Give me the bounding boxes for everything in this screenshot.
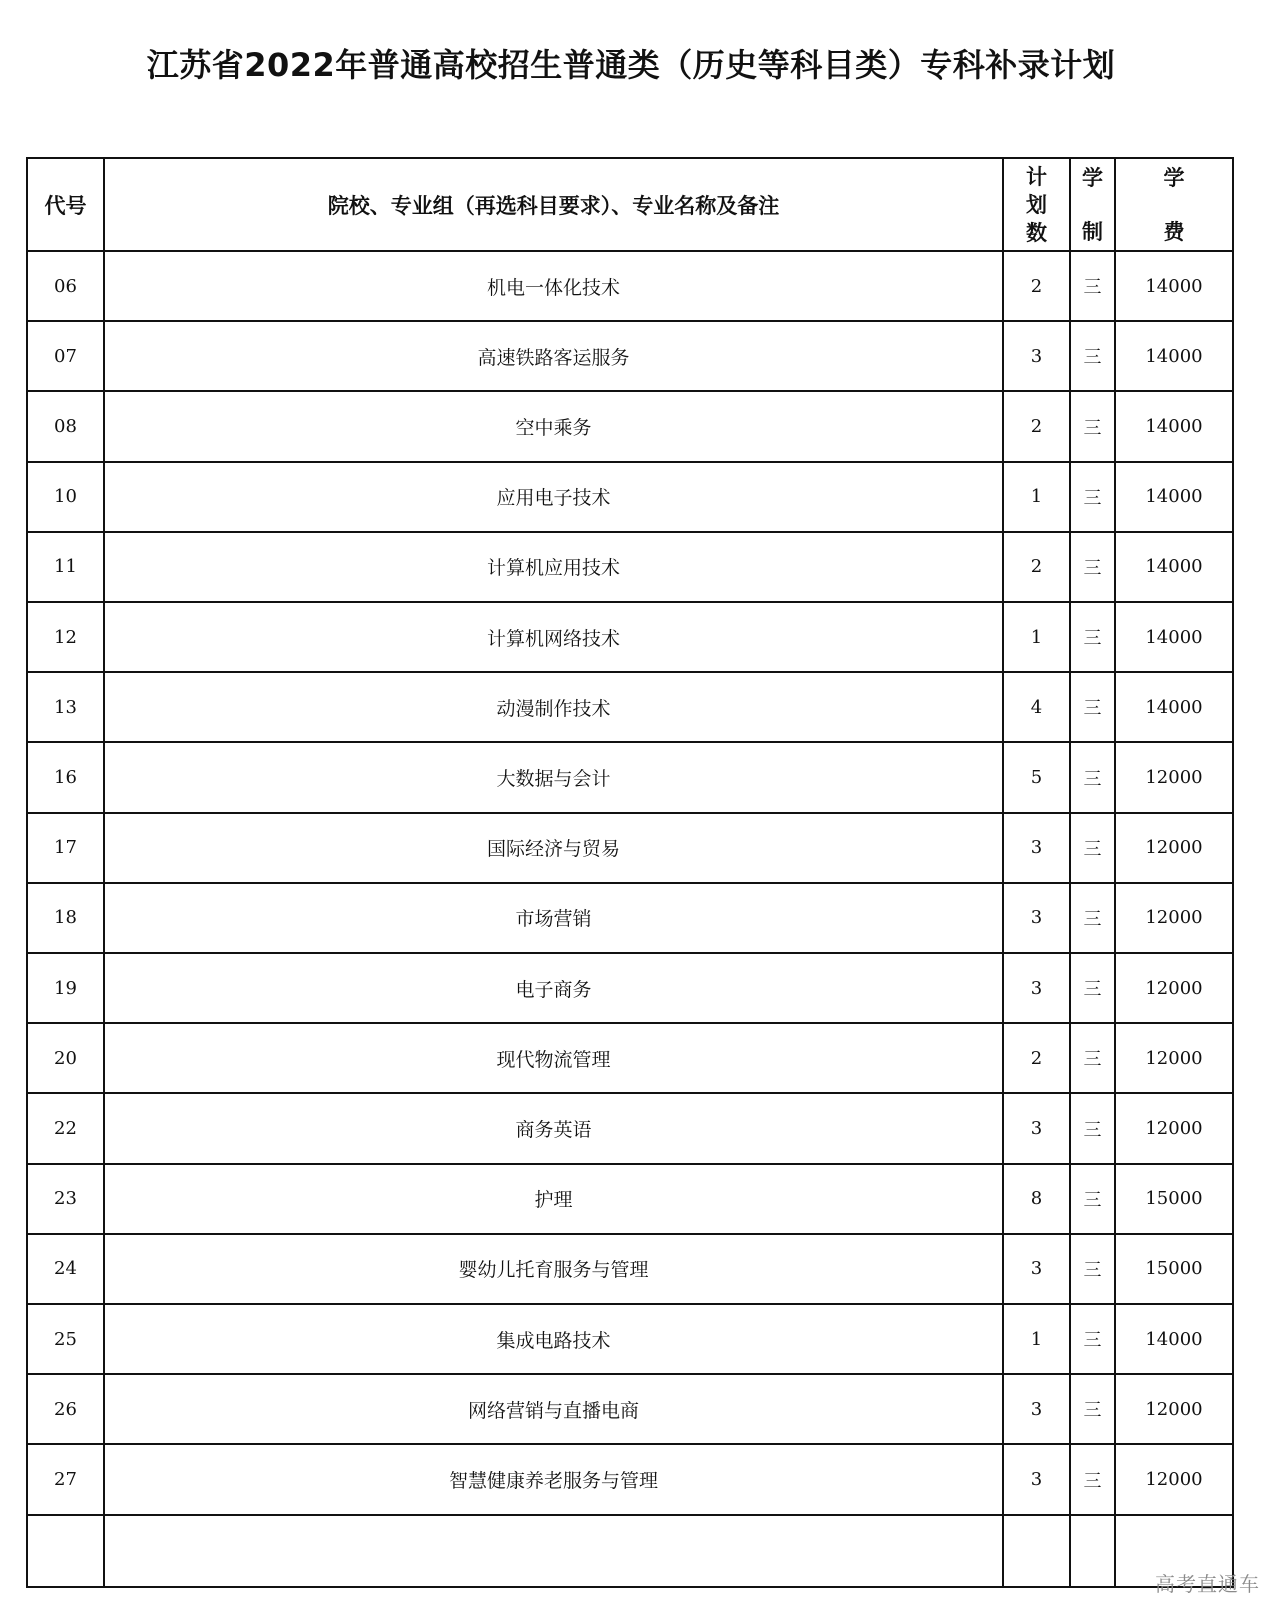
plan-count-cell: 1: [1003, 462, 1070, 532]
table-row: [27, 532, 1233, 602]
table-row: [27, 1093, 1233, 1163]
plan-count-cell: 3: [1003, 1444, 1070, 1514]
code-cell: 23: [27, 1164, 104, 1234]
duration-cell: 三: [1070, 1374, 1115, 1444]
major-name-cell: 电子商务: [104, 953, 1003, 1023]
plan-count-cell: 2: [1003, 391, 1070, 461]
table-row: [27, 742, 1233, 812]
major-name-cell: 应用电子技术: [104, 462, 1003, 532]
tuition-cell: 12000: [1115, 1374, 1233, 1444]
duration-cell: 三: [1070, 251, 1115, 321]
major-name-cell: 动漫制作技术: [104, 672, 1003, 742]
table-row: [27, 813, 1233, 883]
major-name-cell: 空中乘务: [104, 391, 1003, 461]
major-name-cell: 现代物流管理: [104, 1023, 1003, 1093]
table-header-row: [27, 158, 1233, 251]
tuition-cell: 14000: [1115, 1304, 1233, 1374]
major-name-cell: 集成电路技术: [104, 1304, 1003, 1374]
header-name: 院校、专业组（再选科目要求）、专业名称及备注: [104, 158, 1003, 251]
duration-cell: 三: [1070, 391, 1115, 461]
major-name-cell: 计算机网络技术: [104, 602, 1003, 672]
code-cell: 07: [27, 321, 104, 391]
duration-cell: 三: [1070, 602, 1115, 672]
page-title: 江苏省2022年普通高校招生普通类（历史等科目类）专科补录计划: [146, 46, 1116, 84]
plan-count-cell: 3: [1003, 813, 1070, 883]
duration-cell: 三: [1070, 1093, 1115, 1163]
major-name-cell: 婴幼儿托育服务与管理: [104, 1234, 1003, 1304]
plan-count-cell: 3: [1003, 1093, 1070, 1163]
table-row: [27, 1444, 1233, 1514]
major-name-cell: 高速铁路客运服务: [104, 321, 1003, 391]
duration-cell: 三: [1070, 883, 1115, 953]
table-row: [27, 391, 1233, 461]
tuition-cell: 14000: [1115, 532, 1233, 602]
major-name-cell: 计算机应用技术: [104, 532, 1003, 602]
tuition-cell: 15000: [1115, 1234, 1233, 1304]
major-name-cell: 智慧健康养老服务与管理: [104, 1444, 1003, 1514]
code-cell: 27: [27, 1444, 104, 1514]
tuition-cell: 12000: [1115, 883, 1233, 953]
plan-count-cell: 5: [1003, 742, 1070, 812]
empty-table-row: [27, 1515, 1233, 1587]
major-name-cell: 护理: [104, 1164, 1003, 1234]
plan-count-cell: 2: [1003, 251, 1070, 321]
tuition-cell: 15000: [1115, 1164, 1233, 1234]
code-cell: 12: [27, 602, 104, 672]
header-tuition-char: 学: [1163, 165, 1185, 190]
duration-cell: 三: [1070, 1304, 1115, 1374]
code-cell: 19: [27, 953, 104, 1023]
table-row: [27, 1304, 1233, 1374]
code-cell: 22: [27, 1093, 104, 1163]
empty-cell: [1003, 1515, 1070, 1587]
code-cell: 17: [27, 813, 104, 883]
code-cell: 25: [27, 1304, 104, 1374]
plan-count-cell: 1: [1003, 602, 1070, 672]
table-row: [27, 251, 1233, 321]
code-cell: 18: [27, 883, 104, 953]
header-tuition-char: 费: [1163, 219, 1185, 244]
duration-cell: 三: [1070, 672, 1115, 742]
header-duration: [1070, 158, 1115, 251]
table-row: [27, 602, 1233, 672]
plan-count-cell: 3: [1003, 953, 1070, 1023]
plan-count-cell: 8: [1003, 1164, 1070, 1234]
major-name-cell: 机电一体化技术: [104, 251, 1003, 321]
duration-cell: 三: [1070, 1164, 1115, 1234]
plan-count-cell: 2: [1003, 1023, 1070, 1093]
tuition-cell: 12000: [1115, 813, 1233, 883]
tuition-cell: 12000: [1115, 742, 1233, 812]
code-cell: 11: [27, 532, 104, 602]
table-row: [27, 953, 1233, 1023]
duration-cell: 三: [1070, 1234, 1115, 1304]
code-cell: 08: [27, 391, 104, 461]
duration-cell: 三: [1070, 813, 1115, 883]
header-plan: [1003, 158, 1070, 251]
plan-count-cell: 3: [1003, 1374, 1070, 1444]
header-plan-char: 计: [1026, 164, 1047, 189]
tuition-cell: 12000: [1115, 1444, 1233, 1514]
tuition-cell: 14000: [1115, 391, 1233, 461]
table-row: [27, 672, 1233, 742]
tuition-cell: 14000: [1115, 321, 1233, 391]
code-cell: 16: [27, 742, 104, 812]
tuition-cell: 12000: [1115, 953, 1233, 1023]
table-row: [27, 883, 1233, 953]
table-row: [27, 321, 1233, 391]
tuition-cell: 12000: [1115, 1093, 1233, 1163]
empty-cell: [1070, 1515, 1115, 1587]
plan-count-cell: 3: [1003, 883, 1070, 953]
header-duration-char: 制: [1082, 219, 1103, 244]
code-cell: 26: [27, 1374, 104, 1444]
duration-cell: 三: [1070, 532, 1115, 602]
empty-cell: [104, 1515, 1003, 1587]
table-row: [27, 1374, 1233, 1444]
code-cell: 20: [27, 1023, 104, 1093]
plan-count-cell: 3: [1003, 321, 1070, 391]
tuition-cell: 14000: [1115, 462, 1233, 532]
enrollment-plan-table: [26, 157, 1234, 1588]
code-cell: 13: [27, 672, 104, 742]
table-row: [27, 462, 1233, 532]
duration-cell: 三: [1070, 1023, 1115, 1093]
header-duration-char: 学: [1082, 165, 1103, 190]
code-cell: 24: [27, 1234, 104, 1304]
watermark: 高考直通车: [1155, 1572, 1260, 1596]
header-tuition: [1115, 158, 1233, 251]
plan-count-cell: 4: [1003, 672, 1070, 742]
major-name-cell: 网络营销与直播电商: [104, 1374, 1003, 1444]
major-name-cell: 市场营销: [104, 883, 1003, 953]
table-row: [27, 1164, 1233, 1234]
duration-cell: 三: [1070, 1444, 1115, 1514]
plan-count-cell: 2: [1003, 532, 1070, 602]
duration-cell: 三: [1070, 462, 1115, 532]
header-code: 代号: [27, 158, 104, 251]
tuition-cell: 14000: [1115, 672, 1233, 742]
major-name-cell: 国际经济与贸易: [104, 813, 1003, 883]
code-cell: 06: [27, 251, 104, 321]
duration-cell: 三: [1070, 742, 1115, 812]
empty-cell: [27, 1515, 104, 1587]
tuition-cell: 12000: [1115, 1023, 1233, 1093]
plan-count-cell: 3: [1003, 1234, 1070, 1304]
major-name-cell: 大数据与会计: [104, 742, 1003, 812]
tuition-cell: 14000: [1115, 602, 1233, 672]
tuition-cell: 14000: [1115, 251, 1233, 321]
code-cell: 10: [27, 462, 104, 532]
table-row: [27, 1234, 1233, 1304]
header-plan-char: 划: [1026, 192, 1047, 217]
duration-cell: 三: [1070, 321, 1115, 391]
table-row: [27, 1023, 1233, 1093]
major-name-cell: 商务英语: [104, 1093, 1003, 1163]
plan-count-cell: 1: [1003, 1304, 1070, 1374]
duration-cell: 三: [1070, 953, 1115, 1023]
header-plan-char: 数: [1026, 220, 1047, 245]
